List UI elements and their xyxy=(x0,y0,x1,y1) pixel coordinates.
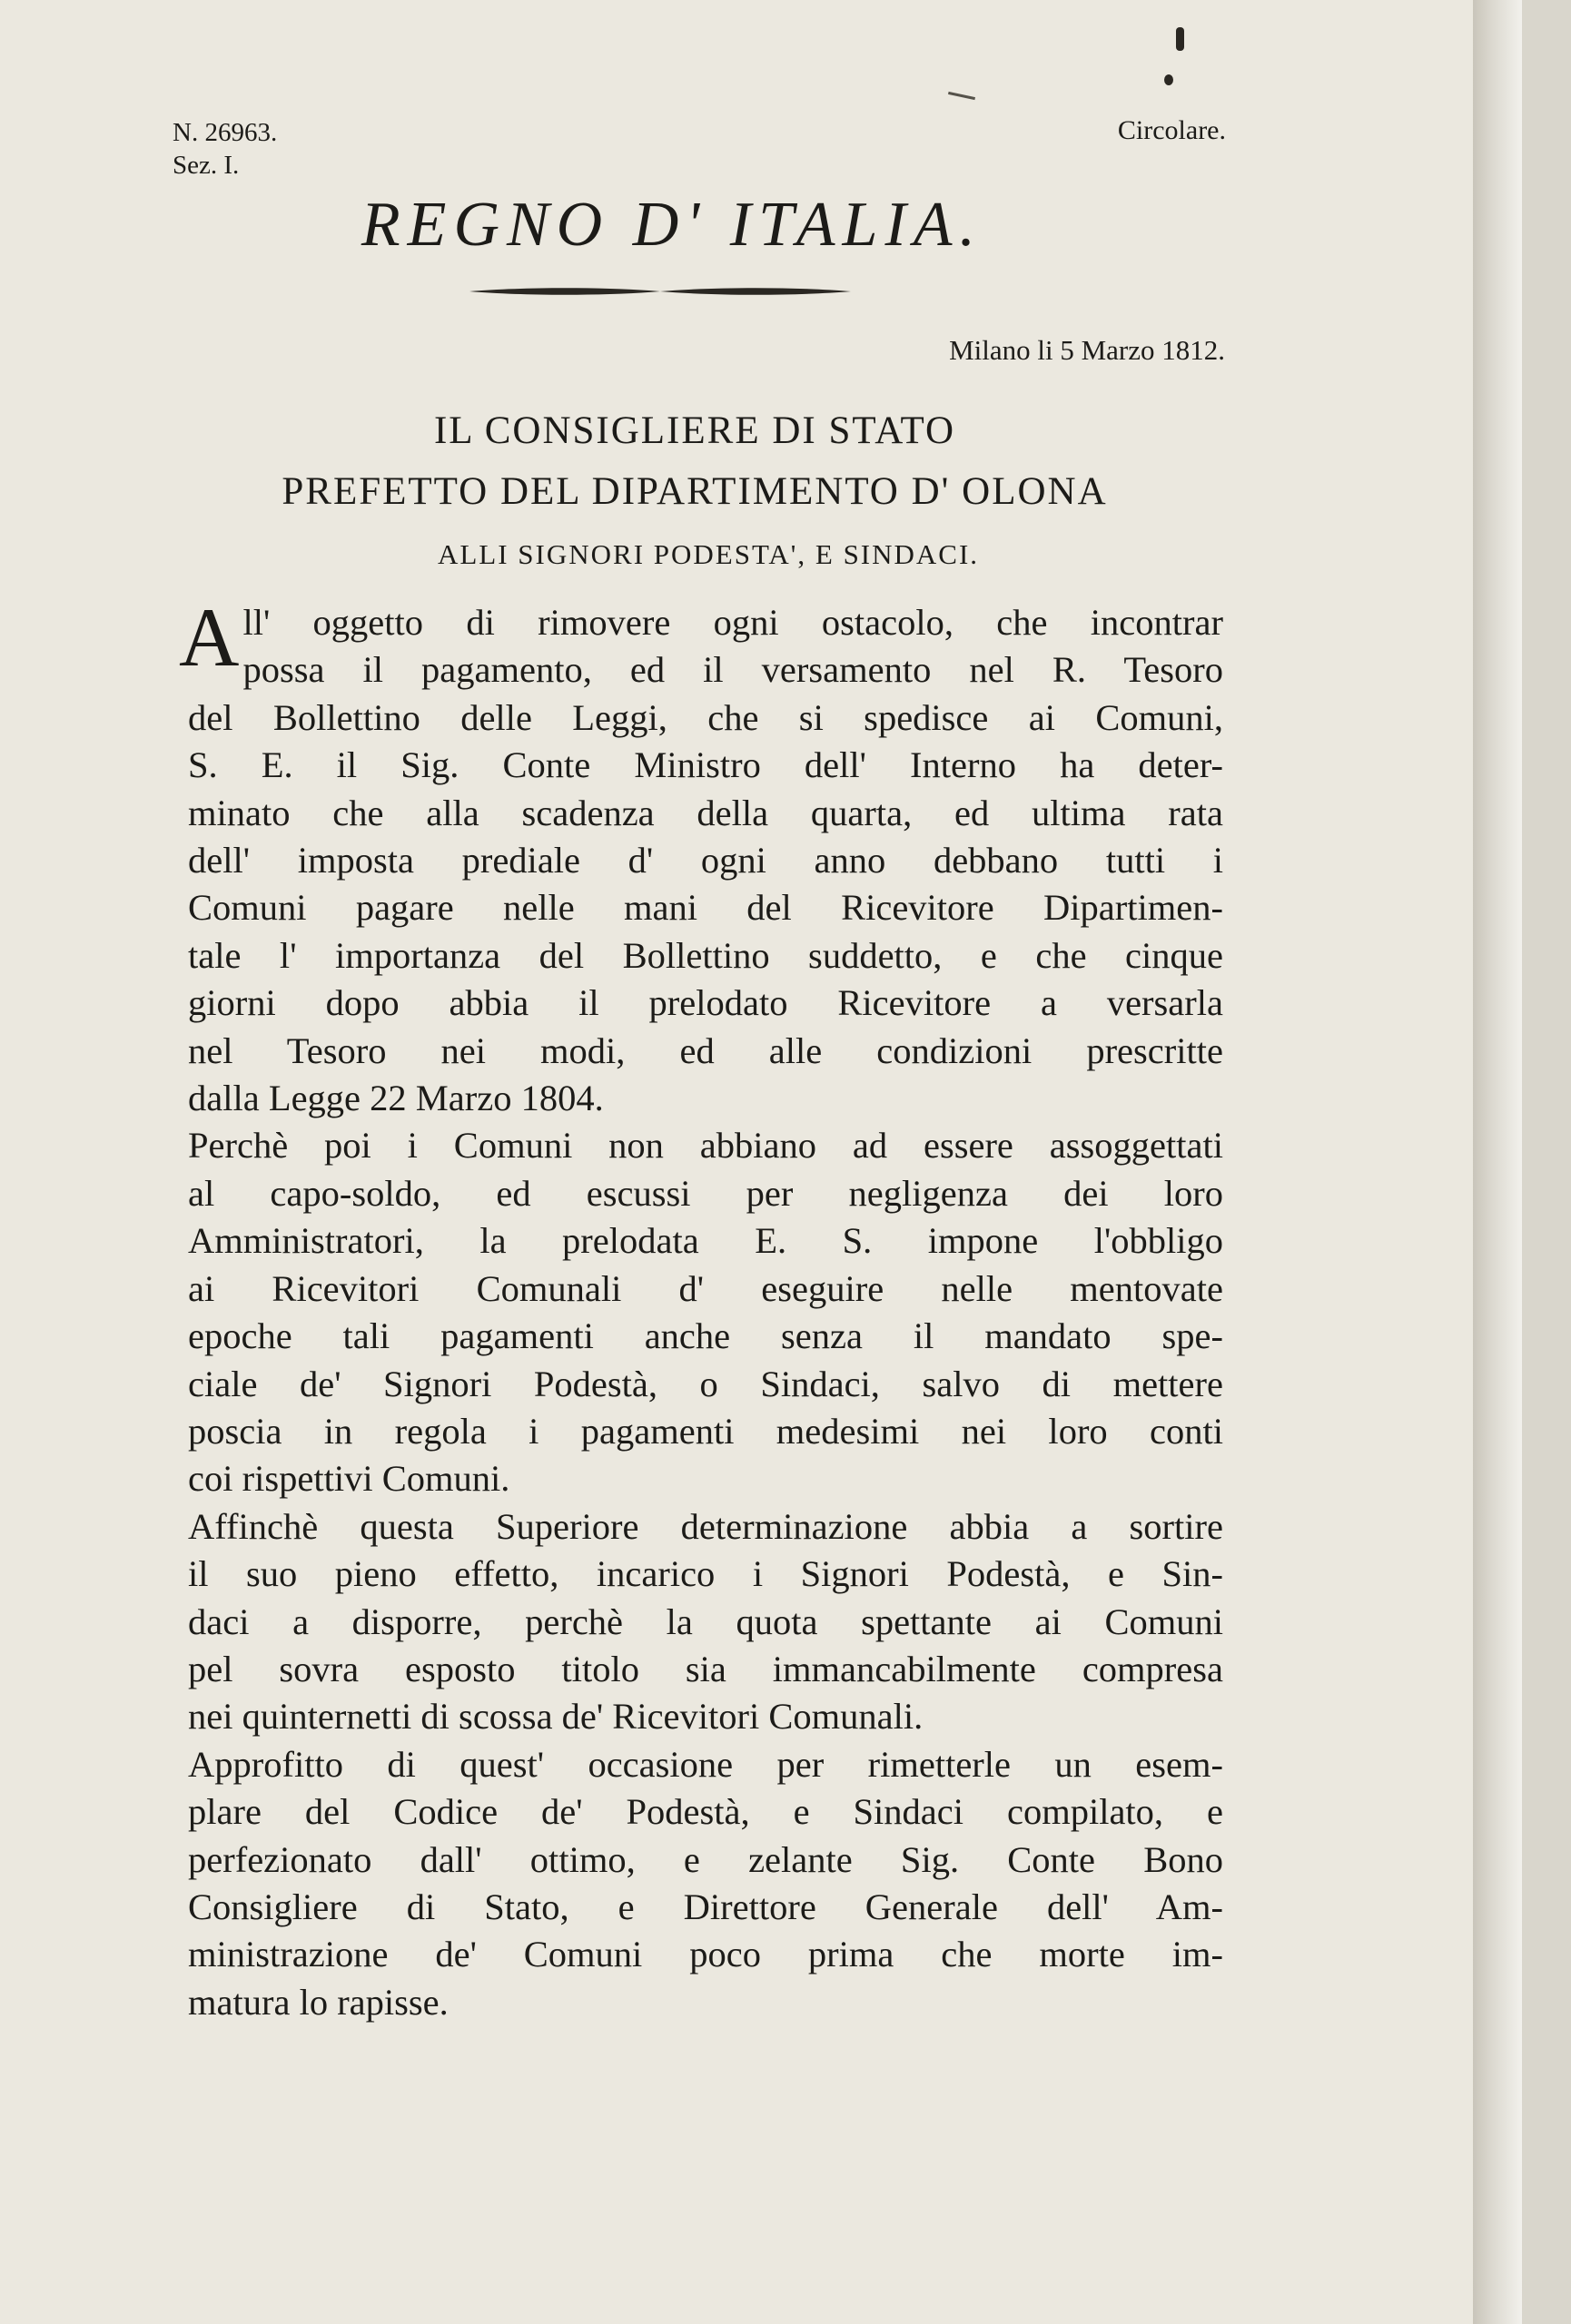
text-line: minato che alla scadenza della quarta, ed ultima rata xyxy=(188,792,1223,833)
text-line: giorni dopo abbia il prelodato Ricevitore a versarla xyxy=(188,982,1223,1024)
text-line: Consigliere di Stato, e Direttore Generale dell' Am- xyxy=(188,1886,1223,1927)
text-line: possa il pagamento, ed il versamento nel R. Tesoro xyxy=(242,649,1223,691)
text-line: nei quinternetti di scossa de' Ricevitori Comunali. xyxy=(188,1696,924,1738)
paragraph xyxy=(179,591,1223,1122)
text-line: Amministratori, la prelodata E. S. impone l'obbligo xyxy=(188,1220,1223,1262)
ink-mark xyxy=(948,92,975,100)
authority-title: IL CONSIGLIERE DI STATO xyxy=(433,409,956,452)
addressee-line: ALLI SIGNORI PODESTA', E SINDACI. xyxy=(437,538,980,570)
drop-cap: A xyxy=(179,591,240,684)
text-line: daci a disporre, perchè la quota spettante ai Comuni xyxy=(188,1600,1223,1642)
text-line: ai Ricevitori Comunali d' eseguire nelle mentovate xyxy=(188,1267,1223,1309)
document-date: Milano li 5 Marzo 1812. xyxy=(949,334,1225,366)
ink-mark xyxy=(1176,27,1184,51)
reference-block xyxy=(173,116,277,182)
document-body xyxy=(179,591,1223,2026)
document-number: N. 26963. xyxy=(173,118,278,147)
text-line: Approfitto di quest' occasione per rimetterle un esem- xyxy=(188,1743,1223,1785)
text-line: poscia in regola i pagamenti medesimi nei loro conti xyxy=(188,1410,1223,1452)
authority-subtitle: PREFETTO DEL DIPARTIMENTO D' OLONA xyxy=(282,470,1108,513)
document-type: Circolare. xyxy=(1117,115,1226,145)
text-line: matura lo rapisse. xyxy=(188,1981,449,2023)
text-line: pel sovra esposto titolo sia immancabilmente compresa xyxy=(188,1648,1223,1689)
text-line: epoche tali pagamenti anche senza il mandato spe- xyxy=(188,1315,1223,1357)
ornamental-rule xyxy=(469,285,851,298)
text-line: al capo-soldo, ed escussi per negligenza dei loro xyxy=(188,1172,1223,1214)
text-line: S. E. il Sig. Conte Ministro dell' Interno ha deter- xyxy=(188,744,1223,786)
text-line: dell' imposta prediale d' ogni anno debbano tutti i xyxy=(188,840,1223,881)
text-line: ministrazione de' Comuni poco prima che morte im- xyxy=(188,1934,1223,1975)
paragraph xyxy=(188,1741,1223,2026)
text-line: coi rispettivi Comuni. xyxy=(188,1458,510,1500)
page-title: REGNO D' ITALIA. xyxy=(361,190,983,260)
text-line: ciale de' Signori Podestà, o Sindaci, salvo di mettere xyxy=(188,1363,1223,1404)
text-line: ll' oggetto di rimovere ogni ostacolo, che incontrar xyxy=(242,602,1223,643)
document-section: Sez. I. xyxy=(173,151,240,180)
page-edge-shadow xyxy=(1473,0,1522,2324)
text-line: dalla Legge 22 Marzo 1804. xyxy=(188,1078,604,1119)
text-line: Perchè poi i Comuni non abbiano ad essere assoggettati xyxy=(188,1125,1223,1167)
text-line: del Bollettino delle Leggi, che si spedisce ai Comuni, xyxy=(188,696,1223,738)
text-line: plare del Codice de' Podestà, e Sindaci compilato, e xyxy=(188,1791,1223,1833)
text-line: perfezionato dall' ottimo, e zelante Sig. Conte Bono xyxy=(188,1838,1223,1880)
ink-mark xyxy=(1164,74,1173,85)
text-line: il suo pieno effetto, incarico i Signori Podestà, e Sin- xyxy=(188,1553,1223,1595)
text-line: Affinchè questa Superiore determinazione abbia a sortire xyxy=(188,1505,1223,1547)
paragraph xyxy=(188,1122,1223,1502)
text-line: nel Tesoro nei modi, ed alle condizioni prescritte xyxy=(188,1029,1223,1071)
paragraph xyxy=(188,1503,1223,1741)
text-line: tale l' importanza del Bollettino suddetto, e che cinque xyxy=(188,934,1223,976)
text-line: Comuni pagare nelle mani del Ricevitore Dipartimen- xyxy=(188,887,1223,929)
